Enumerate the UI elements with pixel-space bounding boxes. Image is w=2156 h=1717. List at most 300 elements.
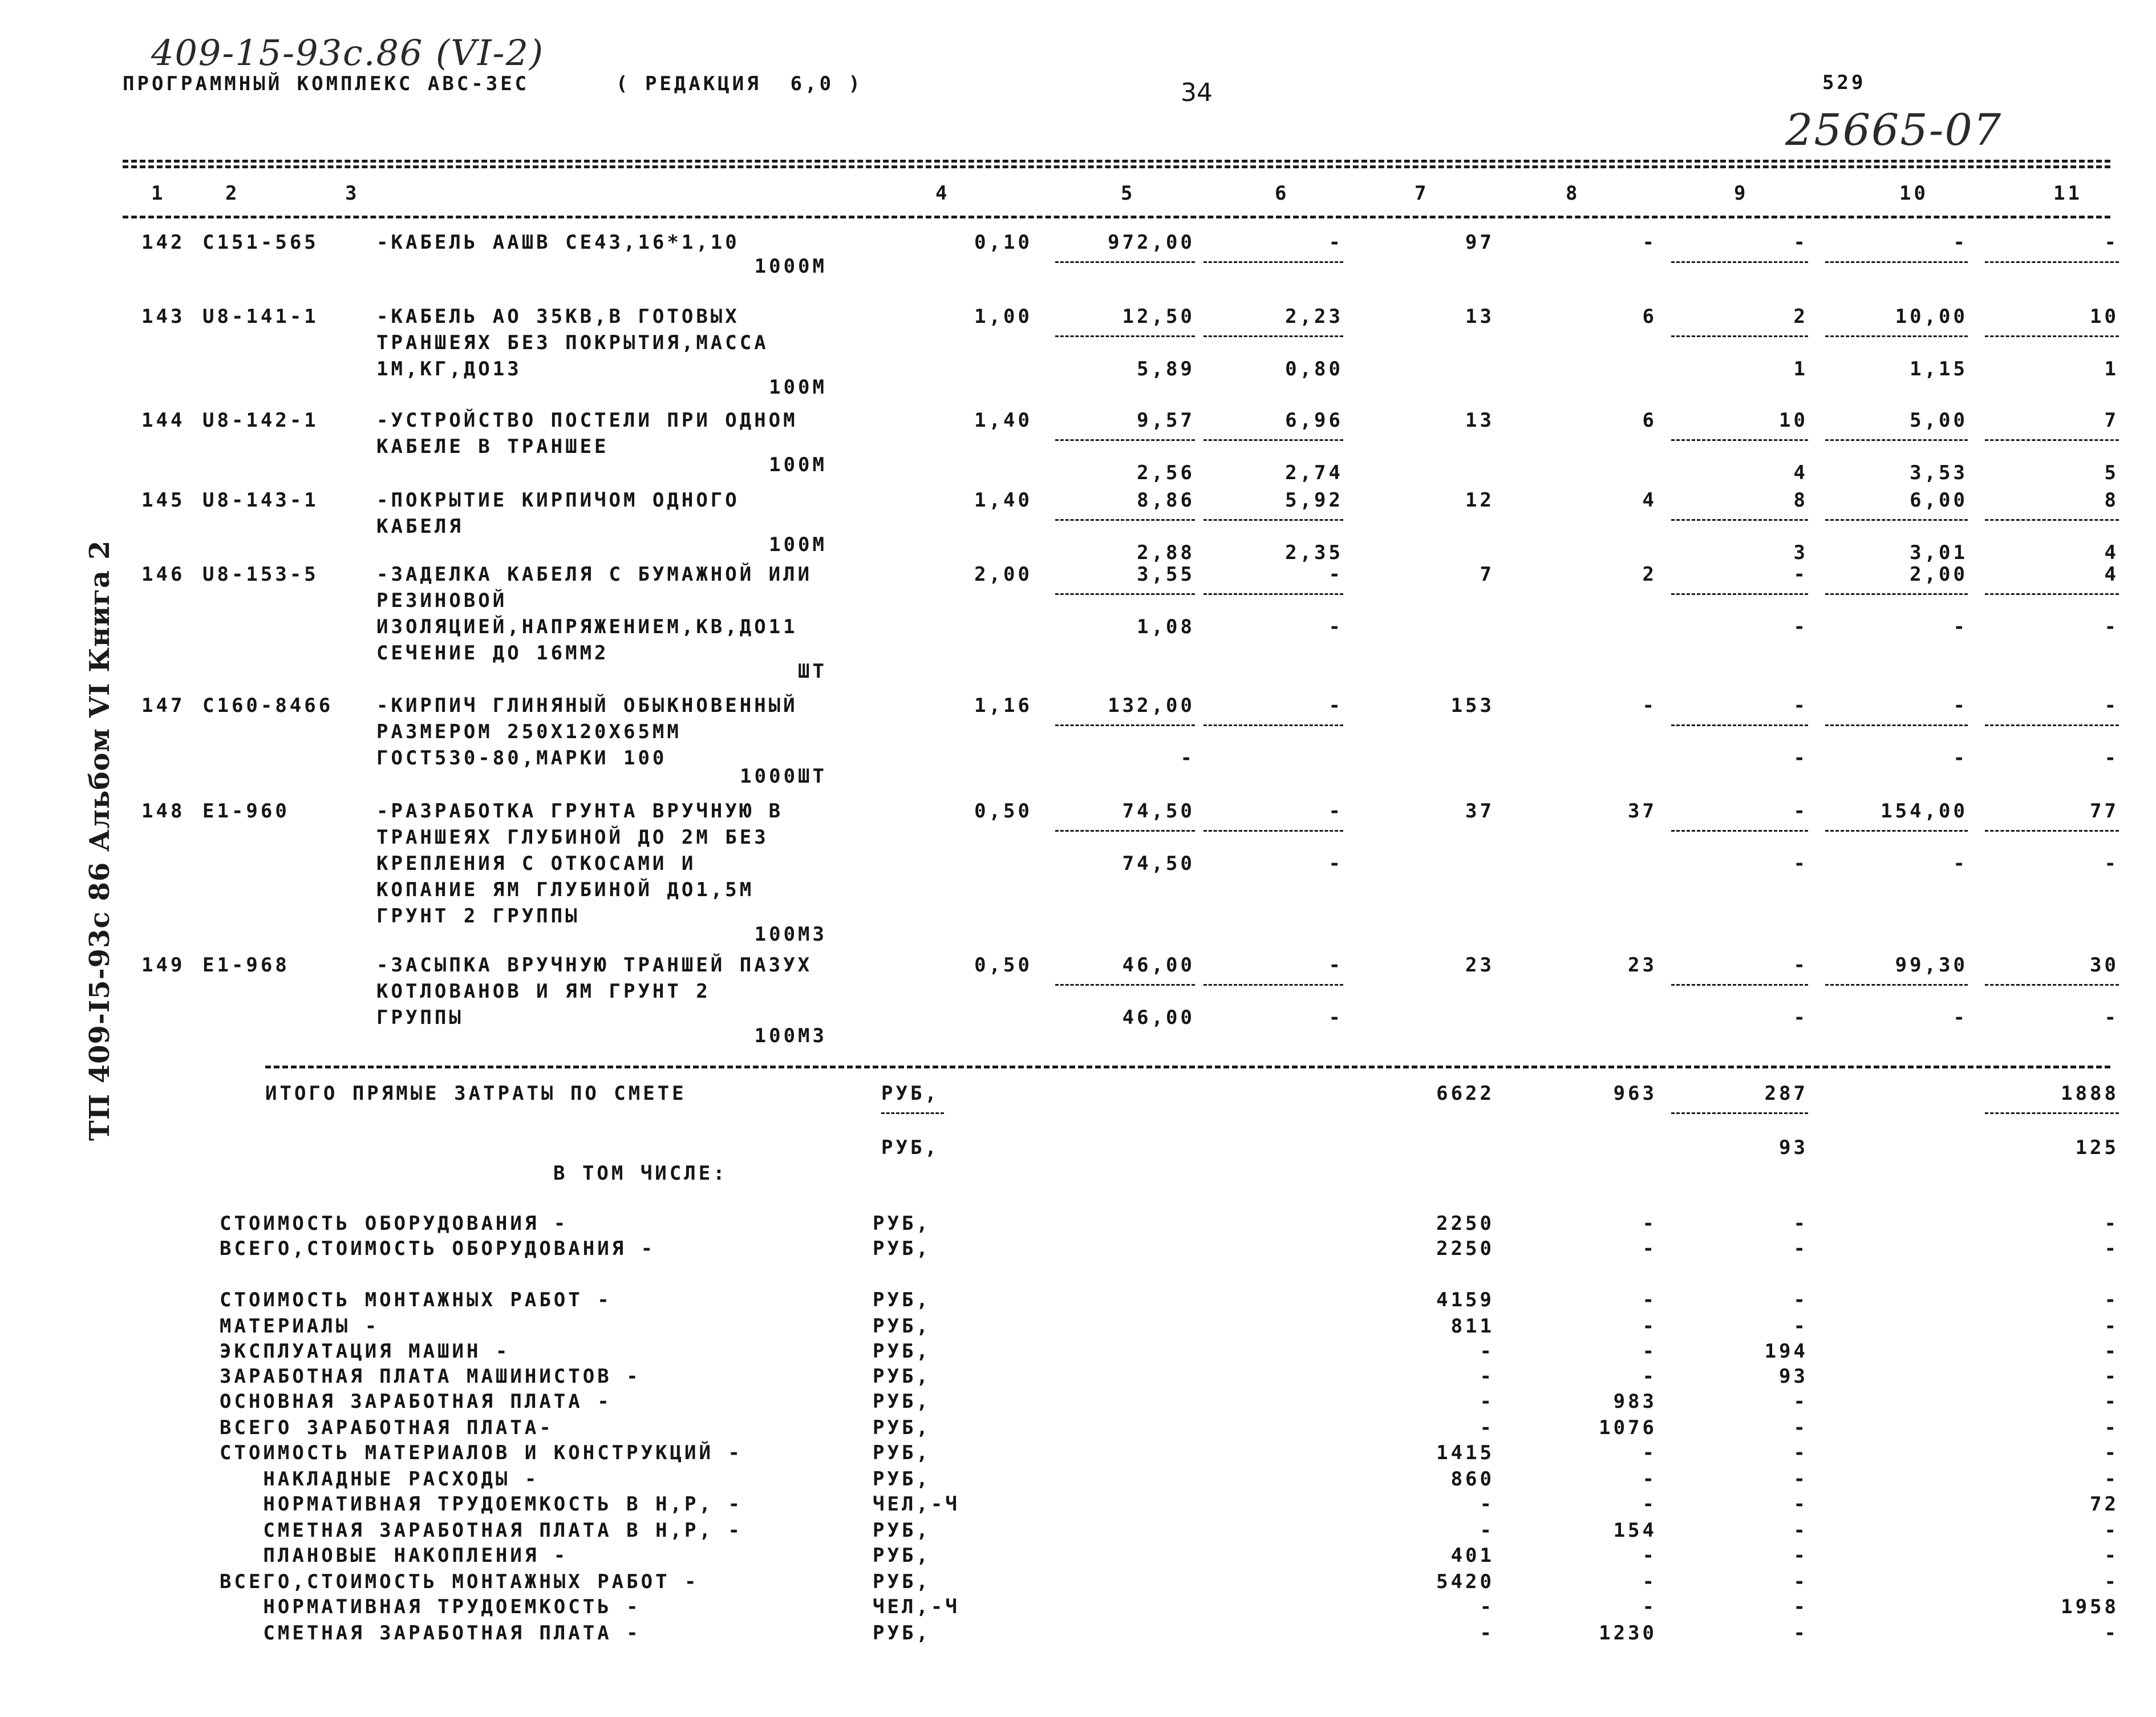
row-value-c10b: - [1953, 1006, 1968, 1029]
summary-label: СМЕТНАЯ ЗАРАБОТНАЯ ПЛАТА В Н,Р, - [220, 1519, 743, 1542]
header-rule [123, 216, 2110, 218]
row-unit: ШТ [798, 660, 827, 683]
row-value-c7: 37 [1465, 800, 1494, 823]
row-value-c6b: - [1328, 852, 1343, 875]
row-value-c10: - [1953, 694, 1968, 717]
summary-unit: РУБ, [873, 1544, 931, 1567]
row-dash-c9 [1671, 335, 1808, 337]
row-value-c4: 1,40 [974, 409, 1032, 432]
row-unit: 100М3 [754, 923, 827, 946]
summary-c7: 2250 [1436, 1212, 1494, 1235]
summary-label: ВСЕГО,СТОИМОСТЬ ОБОРУДОВАНИЯ - [220, 1237, 656, 1260]
summary-c9: - [1793, 1622, 1808, 1645]
summary-c8: 154 [1613, 1519, 1657, 1542]
summary-unit: РУБ, [873, 1212, 931, 1235]
row-value-c10b: 3,01 [1910, 541, 1968, 564]
totals-c8: 963 [1613, 1082, 1657, 1105]
row-dash-c10 [1825, 830, 1968, 832]
row-value-c6: - [1328, 563, 1343, 586]
summary-c8: - [1642, 1315, 1657, 1338]
totals-label: ИТОГО ПРЯМЫЕ ЗАТРАТЫ ПО СМЕТЕ [265, 1082, 687, 1105]
summary-c7: - [1480, 1340, 1494, 1363]
row-value-c5: 972,00 [1108, 231, 1195, 254]
row-value-c9b: - [1793, 852, 1808, 875]
row-value-c5: 9,57 [1137, 409, 1195, 432]
row-value-c9: - [1793, 694, 1808, 717]
row-description-line: -КАБЕЛЬ ААШВ СЕ43,16*1,10 [376, 231, 740, 254]
page-number: 34 [1181, 78, 1213, 107]
summary-c7: 2250 [1436, 1237, 1494, 1260]
row-value-c11: - [2104, 231, 2119, 254]
row-dash-c11 [1985, 593, 2119, 595]
row-value-c6b: - [1328, 1006, 1343, 1029]
row-dash-c6 [1203, 984, 1343, 986]
row-value-c9: - [1793, 231, 1808, 254]
summary-c11: 1958 [2061, 1595, 2119, 1618]
row-dash-c11 [1985, 261, 2119, 263]
column-header-10: 10 [1899, 182, 1928, 205]
summary-label: НОРМАТИВНАЯ ТРУДОЕМКОСТЬ В Н,Р, - [220, 1493, 743, 1516]
summary-c8: 1230 [1599, 1622, 1657, 1645]
summary-unit: ЧЕЛ,-Ч [873, 1493, 960, 1516]
summary-c7: - [1480, 1622, 1494, 1645]
program-title: ПРОГРАММНЫЙ КОМПЛЕКС АВС-ЗЕС [123, 72, 530, 95]
row-value-c4: 1,16 [974, 694, 1032, 717]
column-header-6: 6 [1275, 182, 1290, 205]
summary-label: СТОИМОСТЬ ОБОРУДОВАНИЯ - [220, 1212, 569, 1235]
row-value-c10: - [1953, 231, 1968, 254]
row-value-c10: 154,00 [1881, 800, 1968, 823]
row-value-c4: 0,50 [974, 800, 1032, 823]
row-value-c4: 2,00 [974, 563, 1032, 586]
summary-label: СТОИМОСТЬ МАТЕРИАЛОВ И КОНСТРУКЦИЙ - [220, 1441, 743, 1464]
summary-c7: - [1480, 1595, 1494, 1618]
row-dash-c9 [1671, 593, 1808, 595]
row-code: С160-8466 [202, 694, 334, 717]
summary-c9: - [1793, 1544, 1808, 1567]
row-code: С151-565 [202, 231, 319, 254]
row-value-c10b: - [1953, 747, 1968, 770]
column-header-4: 4 [935, 182, 950, 205]
summary-c8: - [1642, 1237, 1657, 1260]
row-dash-c5 [1055, 984, 1195, 986]
doc-number: 25665-07 [1785, 104, 2003, 155]
row-description-line: ТРАНШЕЯХ БЕЗ ПОКРЫТИЯ,МАССА [376, 331, 769, 354]
summary-c8: - [1642, 1289, 1657, 1311]
summary-c11: - [2104, 1622, 2119, 1645]
row-description-line: РЕЗИНОВОЙ [376, 589, 508, 612]
summary-unit: РУБ, [873, 1441, 931, 1464]
row-number: 142 [141, 231, 185, 254]
row-value-c10: 5,00 [1910, 409, 1968, 432]
totals-unit-2: РУБ, [881, 1136, 939, 1159]
summary-c9: - [1793, 1390, 1808, 1413]
row-value-c4: 1,00 [974, 305, 1032, 328]
row-number: 143 [141, 305, 185, 328]
summary-c9: - [1793, 1570, 1808, 1593]
row-code: U8-142-1 [202, 409, 319, 432]
row-dash-c11 [1985, 519, 2119, 521]
summary-label: ОСНОВНАЯ ЗАРАБОТНАЯ ПЛАТА - [220, 1390, 612, 1413]
column-header-7: 7 [1415, 182, 1429, 205]
summary-c8: - [1642, 1441, 1657, 1464]
summary-c8: - [1642, 1493, 1657, 1516]
row-dash-c9 [1671, 724, 1808, 726]
row-number: 149 [141, 954, 185, 977]
summary-c11: - [2104, 1212, 2119, 1235]
totals-dash-unit [881, 1112, 944, 1114]
row-description-line: КАБЕЛЯ [376, 515, 464, 538]
row-description-line: ТРАНШЕЯХ ГЛУБИНОЙ ДО 2М БЕЗ [376, 826, 769, 849]
totals-c9b: 93 [1779, 1136, 1808, 1159]
row-dash-c9 [1671, 519, 1808, 521]
edition: ( РЕДАКЦИЯ 6,0 ) [616, 72, 863, 95]
row-description-line: ГОСТ530-80,МАРКИ 100 [376, 747, 667, 770]
row-dash-c10 [1825, 593, 1968, 595]
summary-c11: - [2104, 1315, 2119, 1338]
summary-unit: РУБ, [873, 1390, 931, 1413]
row-value-c8: - [1642, 231, 1657, 254]
summary-c9: - [1793, 1237, 1808, 1260]
row-value-c10b: - [1953, 615, 1968, 638]
summary-c8: - [1642, 1468, 1657, 1491]
summary-c9: 93 [1779, 1365, 1808, 1388]
row-dash-c9 [1671, 261, 1808, 263]
summary-c7: 401 [1450, 1544, 1494, 1567]
summary-c11: - [2104, 1416, 2119, 1439]
totals-rule [265, 1066, 2110, 1068]
summary-c9: - [1793, 1468, 1808, 1491]
row-dash-c5 [1055, 261, 1195, 263]
row-value-c5b: - [1180, 747, 1195, 770]
column-header-11: 11 [2053, 182, 2082, 205]
row-value-c9b: 4 [1793, 461, 1808, 484]
summary-unit: РУБ, [873, 1416, 931, 1439]
row-code: U8-153-5 [202, 563, 319, 586]
summary-c7: 5420 [1436, 1570, 1494, 1593]
row-number: 145 [141, 489, 185, 512]
row-value-c4: 0,10 [974, 231, 1032, 254]
row-value-c5: 132,00 [1108, 694, 1195, 717]
row-dash-c9 [1671, 984, 1808, 986]
row-value-c10b: 1,15 [1910, 358, 1968, 380]
row-description-line: КРЕПЛЕНИЯ С ОТКОСАМИ И [376, 852, 696, 875]
row-number: 148 [141, 800, 185, 823]
totals-dash-c9 [1671, 1112, 1808, 1114]
summary-c8: - [1642, 1365, 1657, 1388]
row-value-c7: 7 [1480, 563, 1494, 586]
summary-c9: - [1793, 1315, 1808, 1338]
summary-c7: 811 [1450, 1315, 1494, 1338]
row-value-c7: 153 [1450, 694, 1494, 717]
row-dash-c11 [1985, 984, 2119, 986]
summary-unit: РУБ, [873, 1622, 931, 1645]
row-unit: 100М3 [754, 1024, 827, 1047]
row-dash-c6 [1203, 261, 1343, 263]
handwritten-code: 409-15-93с.86 (VI-2) [151, 32, 545, 74]
summary-c7: 1415 [1436, 1441, 1494, 1464]
row-description-line: КАБЕЛЕ В ТРАНШЕЕ [376, 435, 609, 458]
summary-c8: - [1642, 1212, 1657, 1235]
row-value-c8: 6 [1642, 305, 1657, 328]
row-description-line: -ЗАСЫПКА ВРУЧНУЮ ТРАНШЕЙ ПАЗУХ [376, 954, 813, 977]
summary-label: НАКЛАДНЫЕ РАСХОДЫ - [220, 1468, 540, 1491]
summary-label: ЭКСПЛУАТАЦИЯ МАШИН - [220, 1340, 510, 1363]
row-value-c7: 13 [1465, 305, 1494, 328]
row-number: 144 [141, 409, 185, 432]
row-value-c4: 0,50 [974, 954, 1032, 977]
row-number: 146 [141, 563, 185, 586]
row-description-line: -ЗАДЕЛКА КАБЕЛЯ С БУМАЖНОЙ ИЛИ [376, 563, 813, 586]
summary-c11: - [2104, 1570, 2119, 1593]
row-unit: 1000ШТ [740, 765, 827, 788]
totals-dash-c11 [1985, 1112, 2119, 1114]
summary-c9: - [1793, 1493, 1808, 1516]
row-description-line: КОТЛОВАНОВ И ЯМ ГРУНТ 2 [376, 980, 711, 1003]
row-description-line: -УСТРОЙСТВО ПОСТЕЛИ ПРИ ОДНОМ [376, 409, 798, 432]
row-value-c5b: 2,56 [1137, 461, 1195, 484]
summary-label: ВСЕГО ЗАРАБОТНАЯ ПЛАТА- [220, 1416, 554, 1439]
row-value-c9b: 1 [1793, 358, 1808, 380]
row-description-line: -КИРПИЧ ГЛИНЯНЫЙ ОБЫКНОВЕННЫЙ [376, 694, 798, 717]
totals-c11b: 125 [2075, 1136, 2119, 1159]
summary-c11: - [2104, 1289, 2119, 1311]
summary-unit: РУБ, [873, 1570, 931, 1593]
summary-c8: - [1642, 1340, 1657, 1363]
row-value-c9: 8 [1793, 489, 1808, 512]
row-value-c11b: 1 [2104, 358, 2119, 380]
row-value-c9: - [1793, 800, 1808, 823]
row-dash-c5 [1055, 519, 1195, 521]
row-value-c9: 2 [1793, 305, 1808, 328]
row-value-c5b: 2,88 [1137, 541, 1195, 564]
row-value-c5b: 5,89 [1137, 358, 1195, 380]
row-value-c7: 97 [1465, 231, 1494, 254]
row-description-line: -ПОКРЫТИЕ КИРПИЧОМ ОДНОГО [376, 489, 740, 512]
summary-c8: 983 [1613, 1390, 1657, 1413]
totals-c11: 1888 [2061, 1082, 2119, 1105]
row-value-c11: 7 [2104, 409, 2119, 432]
row-value-c4: 1,40 [974, 489, 1032, 512]
summary-c8: 1076 [1599, 1416, 1657, 1439]
row-code: Е1-968 [202, 954, 290, 977]
row-dash-c10 [1825, 335, 1968, 337]
row-value-c9: - [1793, 563, 1808, 586]
row-value-c9: - [1793, 954, 1808, 977]
summary-label: ВСЕГО,СТОИМОСТЬ МОНТАЖНЫХ РАБОТ - [220, 1570, 699, 1593]
row-dash-c6 [1203, 830, 1343, 832]
row-description-line: СЕЧЕНИЕ ДО 16ММ2 [376, 642, 609, 665]
row-value-c10: 99,30 [1895, 954, 1968, 977]
summary-label: НОРМАТИВНАЯ ТРУДОЕМКОСТЬ - [220, 1595, 641, 1618]
row-code: U8-143-1 [202, 489, 319, 512]
summary-unit: РУБ, [873, 1237, 931, 1260]
row-value-c8: - [1642, 694, 1657, 717]
row-value-c11: 4 [2104, 563, 2119, 586]
row-dash-c11 [1985, 439, 2119, 441]
summary-unit: РУБ, [873, 1315, 931, 1338]
summary-c7: - [1480, 1390, 1494, 1413]
row-value-c11b: 4 [2104, 541, 2119, 564]
row-value-c8: 2 [1642, 563, 1657, 586]
summary-unit: РУБ, [873, 1365, 931, 1388]
row-description-line: 1М,КГ,ДО13 [376, 358, 522, 380]
row-dash-c6 [1203, 439, 1343, 441]
summary-label: СМЕТНАЯ ЗАРАБОТНАЯ ПЛАТА - [220, 1622, 641, 1645]
row-value-c6: 2,23 [1285, 305, 1343, 328]
row-value-c8: 37 [1628, 800, 1657, 823]
summary-c11: - [2104, 1441, 2119, 1464]
summary-c7: - [1480, 1416, 1494, 1439]
row-dash-c5 [1055, 439, 1195, 441]
row-dash-c5 [1055, 830, 1195, 832]
row-dash-c10 [1825, 984, 1968, 986]
column-header-8: 8 [1566, 182, 1580, 205]
summary-c9: - [1793, 1519, 1808, 1542]
row-dash-c6 [1203, 593, 1343, 595]
row-dash-c10 [1825, 724, 1968, 726]
summary-c11: 72 [2090, 1493, 2119, 1516]
row-value-c5: 8,86 [1137, 489, 1195, 512]
row-description-line: КОПАНИЕ ЯМ ГЛУБИНОЙ ДО1,5М [376, 878, 755, 901]
row-value-c10: 6,00 [1910, 489, 1968, 512]
summary-c8: - [1642, 1544, 1657, 1567]
column-header-1: 1 [151, 182, 166, 205]
summary-c9: 194 [1764, 1340, 1808, 1363]
summary-unit: РУБ, [873, 1340, 931, 1363]
summary-label: СТОИМОСТЬ МОНТАЖНЫХ РАБОТ - [220, 1289, 612, 1311]
summary-c9: - [1793, 1212, 1808, 1235]
row-description-line: -КАБЕЛЬ АО 35КВ,В ГОТОВЫХ [376, 305, 740, 328]
summary-c9: - [1793, 1441, 1808, 1464]
row-dash-c11 [1985, 830, 2119, 832]
row-value-c11: 8 [2104, 489, 2119, 512]
summary-c7: - [1480, 1519, 1494, 1542]
row-value-c10b: - [1953, 852, 1968, 875]
row-value-c11: 30 [2090, 954, 2119, 977]
row-dash-c9 [1671, 830, 1808, 832]
row-value-c6: - [1328, 694, 1343, 717]
summary-c11: - [2104, 1390, 2119, 1413]
summary-label: МАТЕРИАЛЫ - [220, 1315, 380, 1338]
row-description-line: ГРУНТ 2 ГРУППЫ [376, 905, 580, 928]
row-value-c6b: 2,35 [1285, 541, 1343, 564]
row-value-c6: 6,96 [1285, 409, 1343, 432]
column-header-5: 5 [1121, 182, 1136, 205]
summary-c11: - [2104, 1340, 2119, 1363]
row-dash-c10 [1825, 519, 1968, 521]
row-description-line: -РАЗРАБОТКА ГРУНТА ВРУЧНУЮ В [376, 800, 784, 823]
row-code: Е1-960 [202, 800, 290, 823]
summary-unit: ЧЕЛ,-Ч [873, 1595, 960, 1618]
row-value-c9: 10 [1779, 409, 1808, 432]
row-value-c8: 6 [1642, 409, 1657, 432]
row-value-c6: - [1328, 231, 1343, 254]
summary-c8: - [1642, 1570, 1657, 1593]
row-value-c6: - [1328, 954, 1343, 977]
row-value-c5: 12,50 [1122, 305, 1195, 328]
totals-c9: 287 [1764, 1082, 1808, 1105]
row-value-c10: 10,00 [1895, 305, 1968, 328]
row-value-c6b: - [1328, 615, 1343, 638]
row-value-c11b: 5 [2104, 461, 2119, 484]
column-header-2: 2 [225, 182, 240, 205]
summary-c7: - [1480, 1365, 1494, 1388]
row-value-c9b: - [1793, 615, 1808, 638]
summary-c11: - [2104, 1544, 2119, 1567]
row-description-line: РАЗМЕРОМ 250Х120Х65ММ [376, 720, 682, 743]
row-value-c5: 46,00 [1122, 954, 1195, 977]
row-value-c11: - [2104, 694, 2119, 717]
row-value-c11b: - [2104, 747, 2119, 770]
totals-sub-label: В ТОМ ЧИСЛЕ: [553, 1162, 728, 1185]
row-dash-c10 [1825, 261, 1968, 263]
summary-c9: - [1793, 1595, 1808, 1618]
totals-unit: РУБ, [881, 1082, 939, 1105]
row-value-c6b: 0,80 [1285, 358, 1343, 380]
row-dash-c6 [1203, 519, 1343, 521]
row-dash-c5 [1055, 593, 1195, 595]
row-value-c11b: - [2104, 1006, 2119, 1029]
row-value-c10b: 3,53 [1910, 461, 1968, 484]
row-description-line: ИЗОЛЯЦИЕЙ,НАПРЯЖЕНИЕМ,КВ,ДО11 [376, 615, 798, 638]
top-rule [123, 160, 2110, 163]
row-dash-c5 [1055, 724, 1195, 726]
row-value-c8: 4 [1642, 489, 1657, 512]
row-dash-c6 [1203, 724, 1343, 726]
row-value-c11b: - [2104, 615, 2119, 638]
summary-label: ЗАРАБОТНАЯ ПЛАТА МАШИНИСТОВ - [220, 1365, 641, 1388]
summary-unit: РУБ, [873, 1289, 931, 1311]
row-value-c7: 12 [1465, 489, 1494, 512]
row-value-c6b: 2,74 [1285, 461, 1343, 484]
summary-label: ПЛАНОВЫЕ НАКОПЛЕНИЯ - [220, 1544, 569, 1567]
row-unit: 100М [769, 533, 827, 556]
top-rule-2 [123, 165, 2110, 168]
row-value-c7: 13 [1465, 409, 1494, 432]
row-description-line: ГРУППЫ [376, 1006, 464, 1029]
row-dash-c11 [1985, 724, 2119, 726]
summary-c11: - [2104, 1365, 2119, 1388]
summary-c9: - [1793, 1289, 1808, 1311]
summary-unit: РУБ, [873, 1519, 931, 1542]
row-value-c6: - [1328, 800, 1343, 823]
row-number: 147 [141, 694, 185, 717]
summary-c9: - [1793, 1416, 1808, 1439]
row-value-c9b: - [1793, 1006, 1808, 1029]
summary-c7: 4159 [1436, 1289, 1494, 1311]
row-dash-c5 [1055, 335, 1195, 337]
totals-c7: 6622 [1436, 1082, 1494, 1105]
column-header-3: 3 [345, 182, 360, 205]
row-value-c9b: 3 [1793, 541, 1808, 564]
row-value-c5b: 46,00 [1122, 1006, 1195, 1029]
row-value-c5: 74,50 [1122, 800, 1195, 823]
row-unit: 100М [769, 453, 827, 476]
row-dash-c11 [1985, 335, 2119, 337]
summary-c7: - [1480, 1493, 1494, 1516]
summary-unit: РУБ, [873, 1468, 931, 1491]
row-value-c9b: - [1793, 747, 1808, 770]
row-value-c5b: 74,50 [1122, 852, 1195, 875]
row-unit: 100М [769, 376, 827, 399]
row-code: U8-141-1 [202, 305, 319, 328]
summary-c7: 860 [1450, 1468, 1494, 1491]
side-text: ТП 409-I5-93с 86 Альбом VI Книга 2 [84, 540, 116, 1141]
row-unit: 1000М [754, 255, 827, 278]
row-dash-c9 [1671, 439, 1808, 441]
row-value-c7: 23 [1465, 954, 1494, 977]
